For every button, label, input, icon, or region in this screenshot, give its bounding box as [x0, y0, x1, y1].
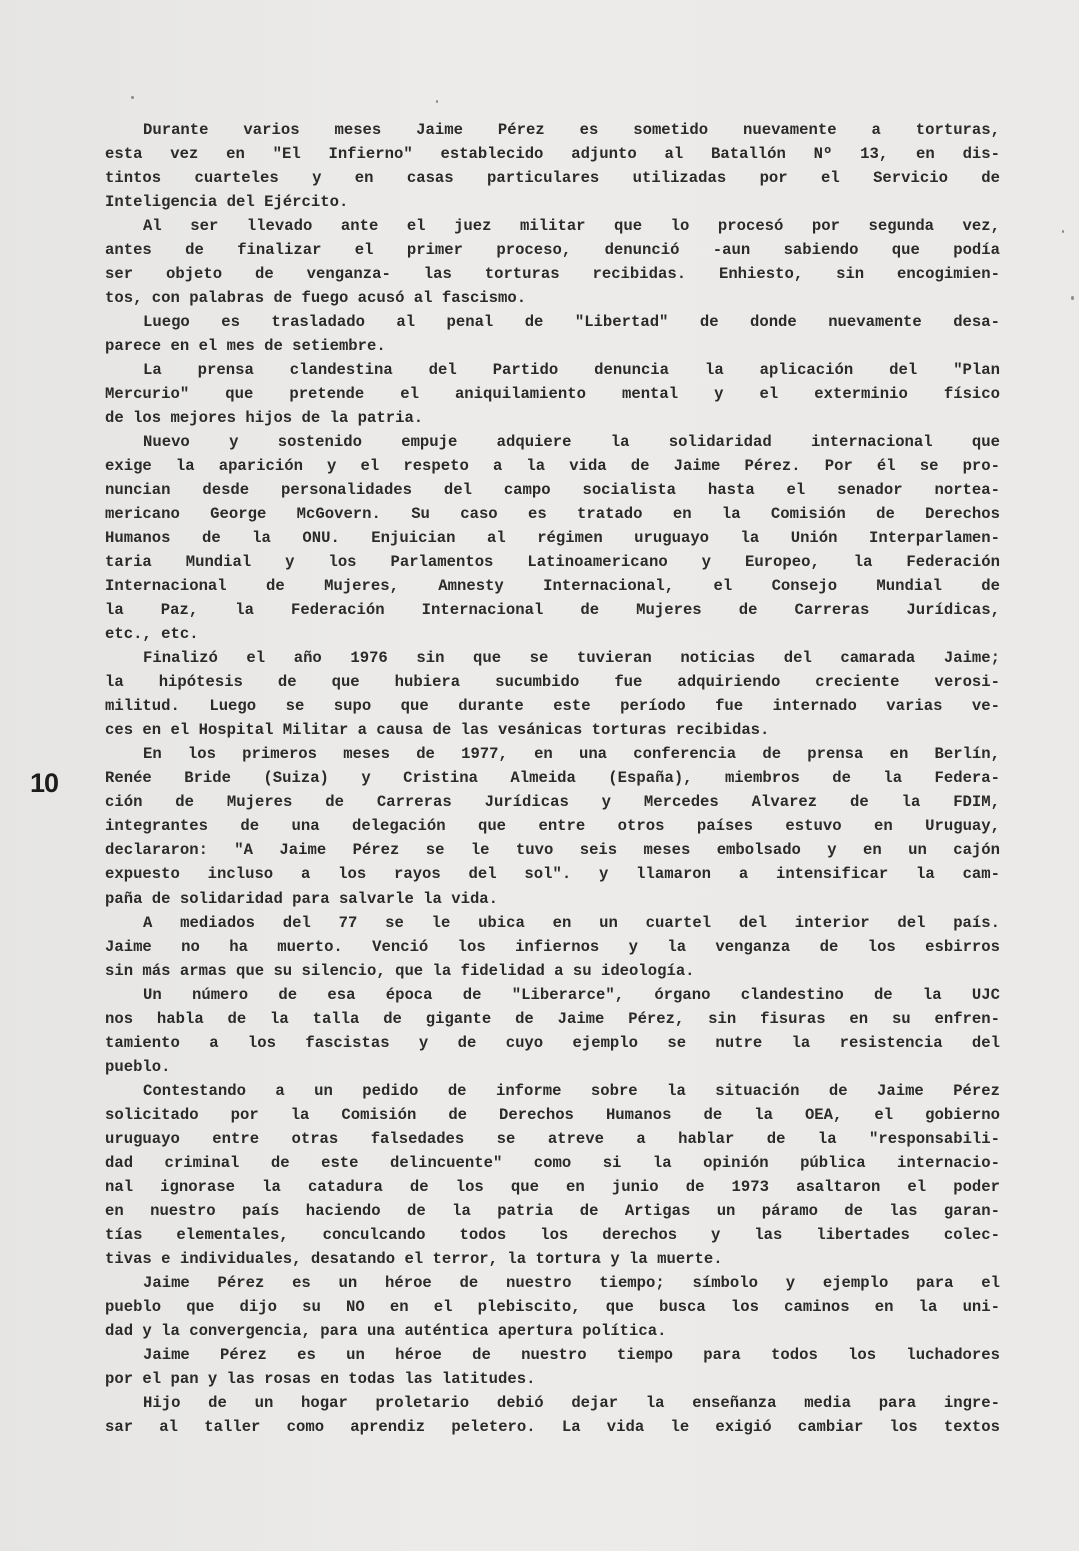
text-line: Contestando a un pedido de informe sobre la situación de Jaime Pérez — [143, 1081, 1000, 1100]
text-line: expuesto incluso a los rayos del sol". y llamaron a intensificar la cam- — [105, 865, 1000, 884]
text-line: Internacional de Mujeres, Amnesty Internacional, el Consejo Mundial de — [105, 577, 1000, 596]
text-line: parece en el mes de setiembre. — [105, 337, 386, 356]
page-number: 10 — [30, 768, 59, 798]
text-line: ser objeto de venganza- las torturas recibidas. Enhiesto, sin encogimien- — [105, 265, 1000, 284]
text-line: antes de finalizar el primer proceso, denunció -aun sabiendo que podía — [105, 241, 1000, 260]
text-line: declararon: "A Jaime Pérez se le tuvo seis meses embolsado y en un cajón — [105, 841, 1000, 860]
text-line: nuncian desde personalidades del campo socialista hasta el senador nortea- — [105, 481, 1000, 500]
text-line: Al ser llevado ante el juez militar que lo procesó por segunda vez, — [143, 217, 1000, 236]
text-line: por el pan y las rosas en todas las latitudes. — [105, 1369, 536, 1388]
text-line: uruguayo entre otras falsedades se atreve a hablar de la "responsabili- — [105, 1129, 1000, 1148]
text-line: Hijo de un hogar proletario debió dejar la enseñanza media para ingre- — [143, 1393, 1000, 1412]
text-line: tamiento a los fascistas y de cuyo ejemplo se nutre la resistencia del — [105, 1033, 1000, 1052]
text-line: militud. Luego se supo que durante este período fue internado varias ve- — [105, 697, 1000, 716]
text-line: tivas e individuales, desatando el terror, la tortura y la muerte. — [105, 1249, 723, 1268]
text-line: Inteligencia del Ejército. — [105, 193, 349, 212]
text-line: tías elementales, conculcando todos los derechos y las libertades colec- — [105, 1225, 1000, 1244]
text-line: Humanos de la ONU. Enjuician al régimen uruguayo la Unión Interparlamen- — [105, 529, 1000, 548]
text-line: mericano George McGovern. Su caso es tratado en la Comisión de Derechos — [105, 505, 1000, 524]
text-line: solicitado por la Comisión de Derechos Humanos de la OEA, el gobierno — [105, 1105, 1000, 1124]
paper-speck — [131, 96, 134, 99]
text-line: La prensa clandestina del Partido denuncia la aplicación del "Plan — [143, 361, 1000, 380]
text-line: integrantes de una delegación que entre otros países estuvo en Uruguay, — [105, 817, 1000, 836]
text-line: nal ignorase la catadura de los que en junio de 1973 asaltaron el poder — [105, 1177, 1000, 1196]
text-line: pueblo que dijo su NO en el plebiscito, que busca los caminos en la uni- — [105, 1297, 1000, 1316]
text-line: Luego es trasladado al penal de "Libertad" de donde nuevamente desa- — [143, 313, 1000, 332]
text-line: esta vez en "El Infierno" establecido adjunto al Batallón Nº 13, en dis- — [105, 145, 1000, 164]
text-line: Jaime Pérez es un héroe de nuestro tiempo para todos los luchadores — [143, 1345, 1000, 1364]
text-line: exige la aparición y el respeto a la vida de Jaime Pérez. Por él se pro- — [105, 457, 1000, 476]
paper-speck — [1071, 296, 1074, 300]
text-line: tintos cuarteles y en casas particulares utilizadas por el Servicio de — [105, 169, 1000, 188]
text-line: pueblo. — [105, 1057, 171, 1076]
text-line: En los primeros meses de 1977, en una conferencia de prensa en Berlín, — [143, 745, 1000, 764]
text-line: Mercurio" que pretende el aniquilamiento mental y el exterminio físico — [105, 385, 1000, 404]
paper-speck — [1062, 230, 1064, 233]
text-line: etc., etc. — [105, 625, 199, 644]
text-line: ces en el Hospital Militar a causa de las vesánicas torturas recibidas. — [105, 721, 770, 740]
text-line: ción de Mujeres de Carreras Jurídicas y Mercedes Alvarez de la FDIM, — [105, 793, 1000, 812]
text-line: A mediados del 77 se le ubica en un cuartel del interior del país. — [143, 913, 1000, 932]
text-line: dad y la convergencia, para una auténtica apertura política. — [105, 1321, 667, 1340]
text-line: Jaime no ha muerto. Venció los infiernos y la venganza de los esbirros — [105, 937, 1000, 956]
text-line: Renée Bride (Suiza) y Cristina Almeida (España), miembros de la Federa- — [105, 769, 1000, 788]
paper-speck — [436, 100, 438, 103]
text-line: Nuevo y sostenido empuje adquiere la solidaridad internacional que — [143, 433, 1000, 452]
text-line: nos habla de la talla de gigante de Jaime Pérez, sin fisuras en su enfren- — [105, 1009, 1000, 1028]
text-line: Un número de esa época de "Liberarce", órgano clandestino de la UJC — [143, 985, 1000, 1004]
text-line: de los mejores hijos de la patria. — [105, 409, 424, 428]
text-line: tos, con palabras de fuego acusó al fascismo. — [105, 289, 527, 308]
text-line: taria Mundial y los Parlamentos Latinoamericano y Europeo, la Federación — [105, 553, 1000, 572]
text-line: Durante varios meses Jaime Pérez es sometido nuevamente a torturas, — [143, 121, 1000, 139]
text-line: en nuestro país haciendo de la patria de Artigas un páramo de las garan- — [105, 1201, 1000, 1220]
text-line: la Paz, la Federación Internacional de Mujeres de Carreras Jurídicas, — [105, 601, 1000, 620]
text-line: dad criminal de este delincuente" como si la opinión pública internacio- — [105, 1153, 1000, 1172]
text-line: Finalizó el año 1976 sin que se tuvieran noticias del camarada Jaime; — [143, 649, 1000, 668]
body-text — [105, 118, 1000, 1439]
text-line: paña de solidaridad para salvarle la vida. — [105, 889, 499, 908]
text-line: la hipótesis de que hubiera sucumbido fue adquiriendo creciente verosi- — [105, 673, 1000, 692]
text-line: sin más armas que su silencio, que la fidelidad a su ideología. — [105, 961, 695, 980]
text-line: Jaime Pérez es un héroe de nuestro tiempo; símbolo y ejemplo para el — [143, 1273, 1000, 1292]
text-line: sar al taller como aprendiz peletero. La vida le exigió cambiar los textos — [105, 1417, 1000, 1436]
